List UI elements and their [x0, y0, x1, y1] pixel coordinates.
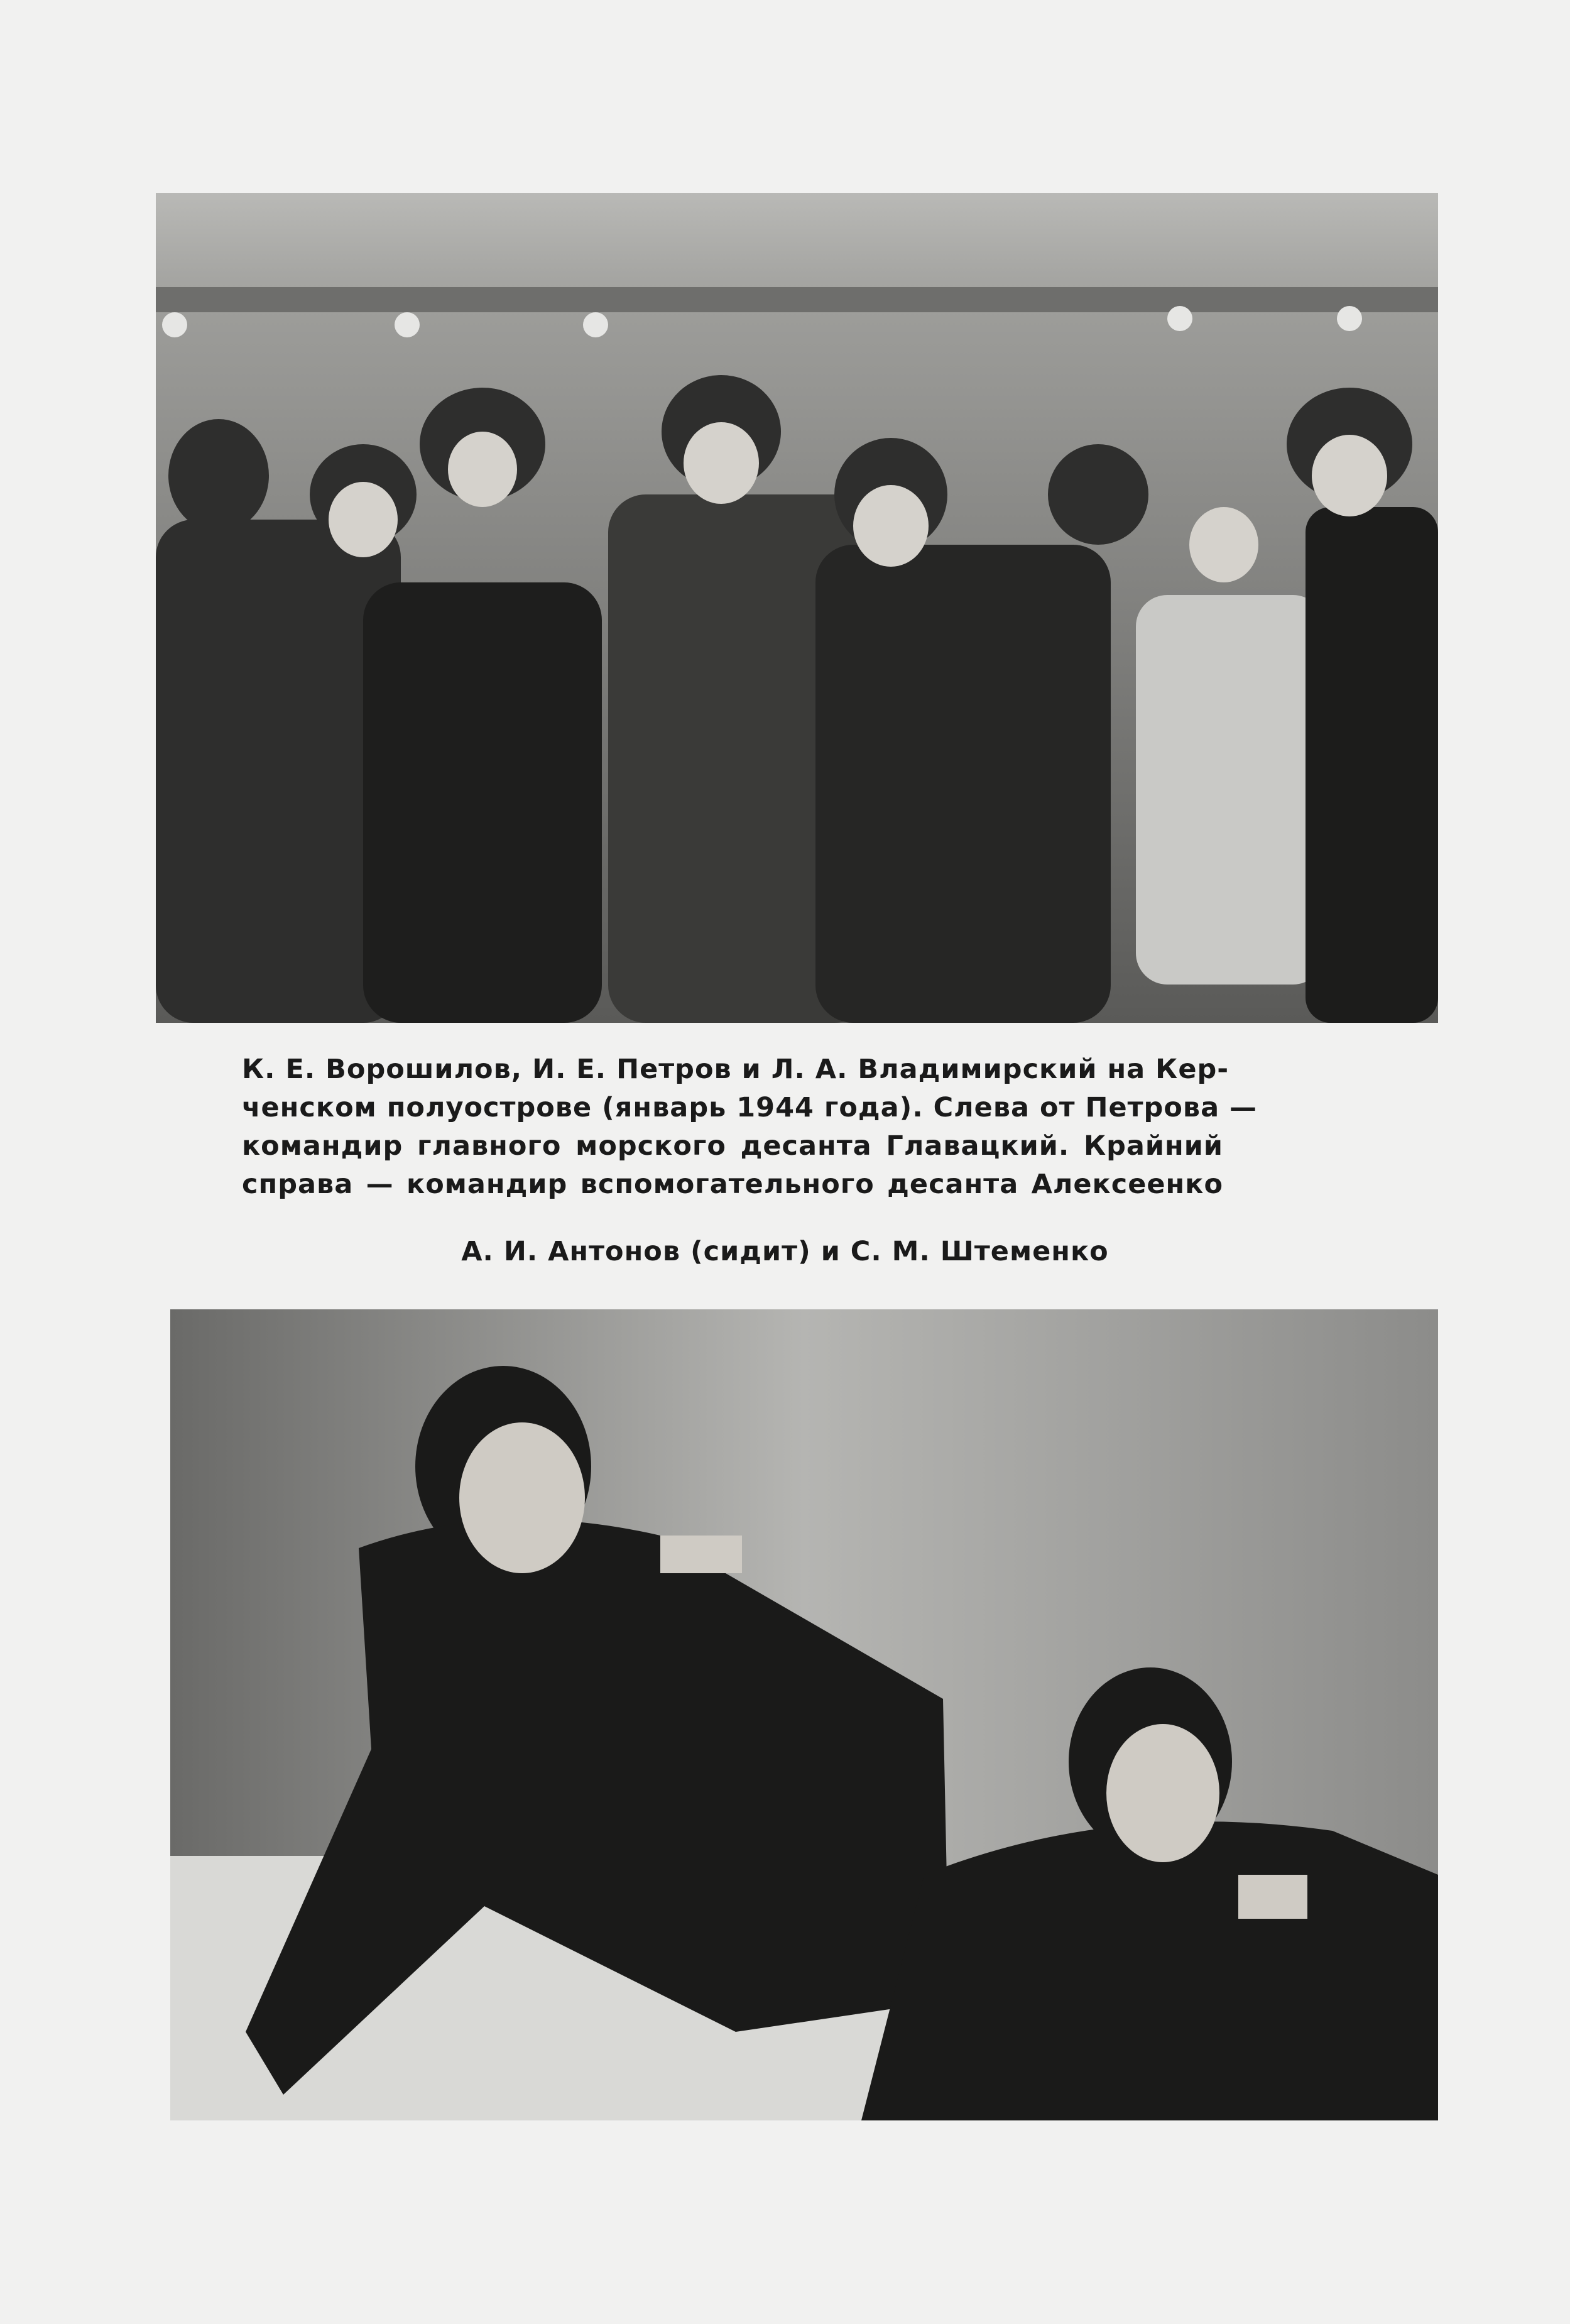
caption-line: справа — командир вспомогательного десанта Алексеенко [242, 1169, 1223, 1200]
caption-line: К. Е. Ворошилов, И. Е. Петров и Л. А. Владимирский на Кер- [242, 1054, 1229, 1085]
antonov-shtemenko-photo [170, 1309, 1438, 2120]
caption-line: командир главного морского десанта Главацкий. Крайний [242, 1130, 1223, 1162]
caption-line: ченском полуострове (январь 1944 года). Слева от Петрова — [242, 1092, 1258, 1123]
photo1-caption [242, 1050, 1258, 1204]
group-photo-kerch [156, 193, 1438, 1023]
photo2-caption: А. И. Антонов (сидит) и С. М. Штеменко [461, 1236, 1109, 1267]
